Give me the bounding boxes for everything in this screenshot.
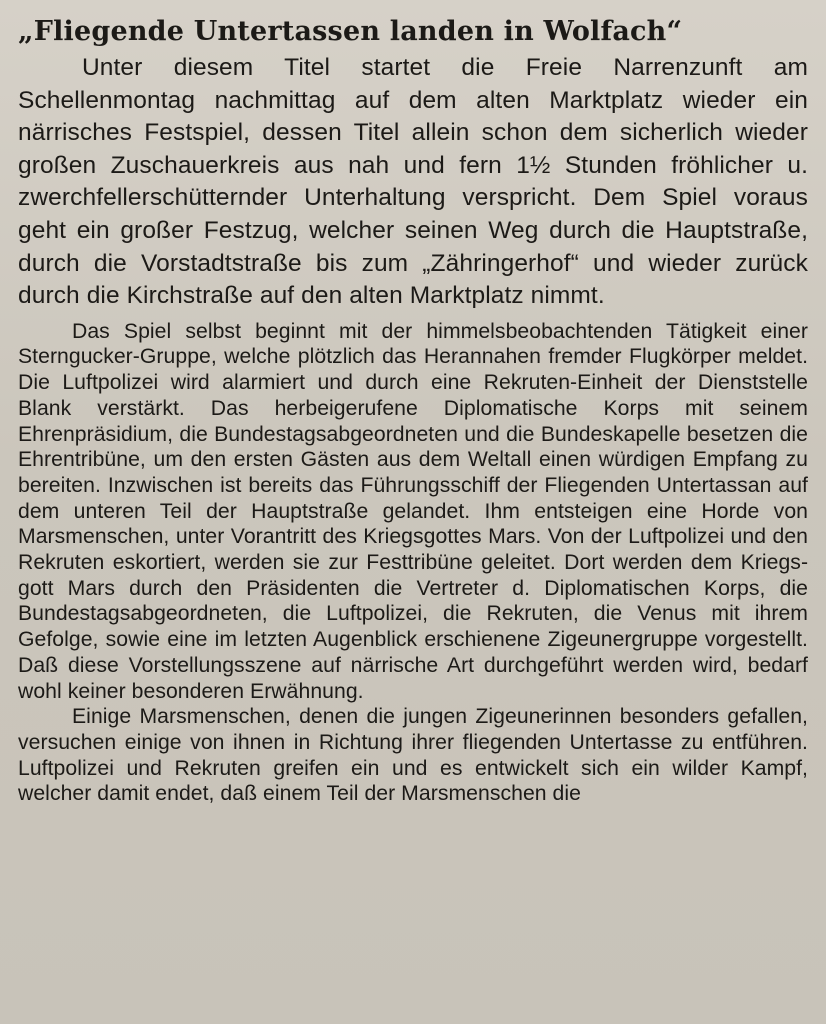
- article-headline: „Fliegende Untertassen landen in Wolfach“: [18, 16, 683, 47]
- article-paragraph-2: Das Spiel selbst beginnt mit der himmelsbeobachtenden Tätigkeit einer Sterngucker-Gruppe, welche plötzlich das Herannahen fremder Flugkörper meldet. Die Luftpolizei wird alarmiert und durch eine Rekruten-Einheit der Dienststelle Blank verstärkt. Das herbeigerufene Diplomatische Korps mit seinem Ehrenpräsidium, die Bundestagsabgeordneten und die Bundeskapelle besetzen die Ehrentribüne, um den ersten Gästen aus dem Weltall einen würdigen Empfang zu bereiten. Inzwischen ist bereits das Führungsschiff der Fliegenden Untertassan auf dem unteren Teil der Hauptstraße gelandet. Ihm entsteigen eine Horde von Marsmenschen, unter Vorantritt des Kriegsgottes Mars. Von der Luftpolizei und den Rekruten eskortiert, werden sie zur Festtribüne geleitet. Dort werden dem Kriegsgott Mars durch den Präsidenten die Vertreter d. Diplomatischen Korps, die Bundestagsabgeordneten, die Luftpolizei, die Rekruten, die Venus mit ihrem Gefolge, sowie eine im letzten Augenblick erschienene Zigeunergruppe vorgestellt. Daß diese Vorstellungsszene auf närrische Art durchgeführt werden wird, bedarf wohl keiner besonderen Erwähnung.: [18, 319, 808, 703]
- article-paragraph-1: Unter diesem Titel startet die Freie Narrenzunft am Schellenmontag nachmittag auf dem alten Marktplatz wieder ein närrisches Festspiel, dessen Titel allein schon dem sicherlich wieder großen Zuschauerkreis aus nah und fern 1½ Stunden fröhlicher u. zwerchfellerschütternder Unterhaltung verspricht. Dem Spiel voraus geht ein großer Festzug, welcher seinen Weg durch die Hauptstraße, durch die Vorstadtstraße bis zum „Zähringerhof“ und wieder zurück durch die Kirchstraße auf den alten Marktplatz nimmt.: [18, 54, 808, 310]
- article-paragraph-3: Einige Marsmenschen, denen die jungen Zigeunerinnen besonders gefallen, versuchen einige von ihnen in Richtung ihrer fliegenden Untertasse zu entführen. Luftpolizei und Rekruten greifen ein und es entwickelt sich ein wilder Kampf, welcher damit endet, daß einem Teil der Marsmenschen die: [18, 705, 808, 806]
